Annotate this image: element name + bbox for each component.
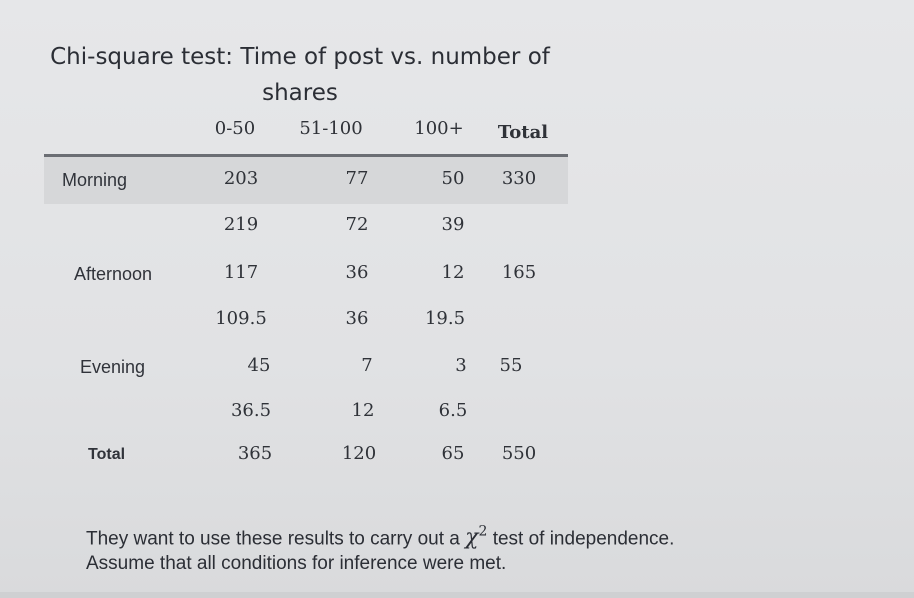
- total-100-plus: 65: [441, 443, 465, 464]
- header-rule: [44, 154, 568, 157]
- morning-observed-51-100: 77: [345, 168, 369, 189]
- morning-observed-100-plus: 50: [441, 168, 465, 189]
- morning-expected-51-100: 72: [345, 214, 369, 235]
- column-header-51-100: 51-100: [299, 118, 363, 139]
- page-title-line2: shares: [262, 80, 338, 106]
- chi-square-symbol: [465, 525, 487, 550]
- evening-observed-0-50: 45: [247, 355, 271, 376]
- chi-exponent: 2: [478, 524, 488, 540]
- morning-observed-0-50: 203: [223, 168, 259, 189]
- evening-observed-100-plus: 3: [455, 355, 467, 376]
- afternoon-expected-100-plus: 19.5: [424, 308, 466, 329]
- instruction-line-1: [86, 524, 674, 550]
- morning-expected-0-50: 219: [223, 214, 259, 235]
- row-label-afternoon: Afternoon: [74, 264, 153, 284]
- chi-letter: χ: [465, 525, 479, 551]
- row-label-evening: Evening: [80, 357, 146, 377]
- evening-total: 55: [499, 355, 523, 376]
- evening-expected-0-50: 36.5: [230, 400, 272, 421]
- instruction-line-2: Assume that all conditions for inference were met.: [86, 553, 507, 574]
- grand-total: 550: [501, 443, 537, 464]
- evening-observed-51-100: 7: [361, 355, 373, 376]
- row-label-morning: Morning: [62, 170, 128, 190]
- evening-expected-100-plus: 6.5: [438, 400, 468, 421]
- afternoon-expected-0-50: 109.5: [215, 308, 267, 329]
- bottom-edge: [0, 592, 914, 598]
- evening-expected-51-100: 12: [351, 400, 375, 421]
- morning-total: 330: [501, 168, 537, 189]
- instruction-line-1-before: They want to use these results to carry out a: [86, 528, 460, 550]
- afternoon-observed-0-50: 117: [223, 262, 259, 283]
- column-header-total: Total: [497, 122, 549, 143]
- page-title-line1: Chi-square test: Time of post vs. number of: [50, 44, 550, 70]
- morning-expected-100-plus: 39: [441, 214, 465, 235]
- total-51-100: 120: [341, 443, 377, 464]
- afternoon-observed-100-plus: 12: [441, 262, 465, 283]
- total-0-50: 365: [237, 443, 273, 464]
- instruction-line-1-after: test of independence.: [492, 528, 675, 550]
- afternoon-total: 165: [501, 262, 537, 283]
- afternoon-observed-51-100: 36: [345, 262, 369, 283]
- column-header-100-plus: 100+: [414, 118, 464, 139]
- afternoon-expected-51-100: 36: [345, 308, 369, 329]
- column-header-0-50: 0-50: [214, 118, 256, 139]
- row-label-total: Total: [88, 446, 126, 463]
